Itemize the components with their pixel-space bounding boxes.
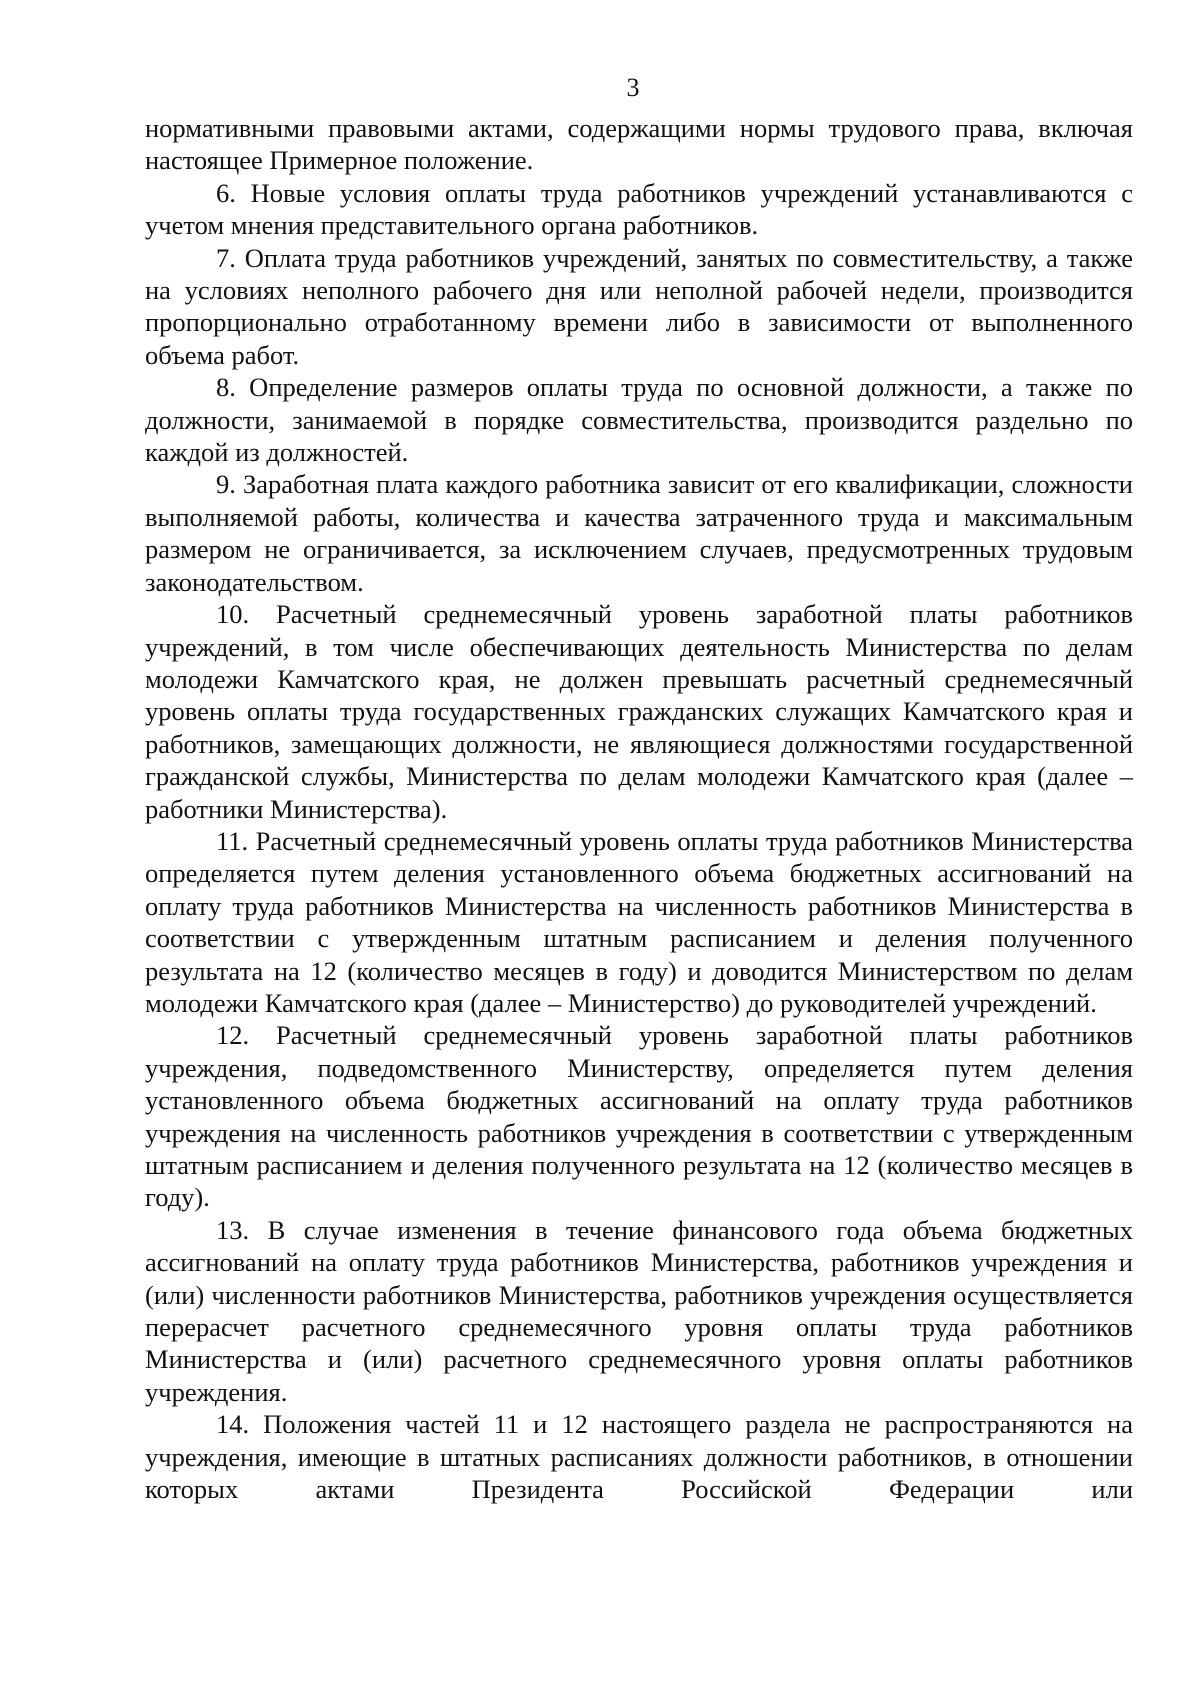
- paragraph-6: 6. Новые условия оплаты труда работников учреждений устанавливаются с учетом мнения представительного органа работников.: [145, 177, 1133, 241]
- page-number: 3: [626, 73, 640, 102]
- paragraph-8: 8. Определение размеров оплаты труда по основной должности, а также по должности, занимаемой в порядке совместительства, производится раздельно по каждой из должностей.: [145, 372, 1133, 468]
- paragraph-10: 10. Расчетный среднемесячный уровень заработной платы работников учреждений, в том числе обеспечивающих деятельность Министерства по делам молодежи Камчатского края, не должен превышать расчетный среднемесячный уровень оплаты труда государственных гражданских служащих Камчатского края и работников, замещающих должности, не являющиеся должностями государственной гражданской службы, Министерства по делам молодежи Камчатского края (далее – работники Министерства).: [145, 599, 1133, 824]
- paragraph-9: 9. Заработная плата каждого работника зависит от его квалификации, сложности выполняемой работы, количества и качества затраченного труда и максимальным размером не ограничивается, за исключением случаев, предусмотренных трудовым законодательством.: [145, 469, 1133, 597]
- paragraph-11: 11. Расчетный среднемесячный уровень оплаты труда работников Министерства определяется путем деления установленного объема бюджетных ассигнований на оплату труда работников Министерства на численность работников Министерства в соответствии с утвержденным штатным расписанием и деления полученного результата на 12 (количество месяцев в году) и доводится Министерством по делам молодежи Камчатского края (далее – Министерство) до руководителей учреждений.: [145, 825, 1133, 1018]
- paragraph-7: 7. Оплата труда работников учреждений, занятых по совместительству, а также на условиях неполного рабочего дня или неполной рабочей недели, производится пропорционально отработанному времени либо в зависимости от выполненного объема работ.: [145, 242, 1133, 370]
- paragraph-continuation: нормативными правовыми актами, содержащими нормы трудового права, включая настоящее Примерное положение.: [145, 113, 1133, 176]
- paragraph-14: 14. Положения частей 11 и 12 настоящего раздела не распространяются на учреждения, имеющие в штатных расписаниях должности работников, в отношении которых актами Президента Российской Федерации или: [145, 1409, 1133, 1505]
- document-body: [145, 112, 1133, 1505]
- paragraph-13: 13. В случае изменения в течение финансового года объема бюджетных ассигнований на оплату труда работников Министерства, работников учреждения и (или) численности работников Министерства, работников учреждения осуществляется перерасчет расчетного среднемесячного уровня оплаты труда работников Министерства и (или) расчетного среднемесячного уровня оплаты работников учреждения.: [145, 1214, 1133, 1407]
- paragraph-12: 12. Расчетный среднемесячный уровень заработной платы работников учреждения, подведомственного Министерству, определяется путем деления установленного объема бюджетных ассигнований на оплату труда работников учреждения на численность работников учреждения в соответствии с утвержденным штатным расписанием и деления полученного результата на 12 (количество месяцев в году).: [145, 1020, 1133, 1213]
